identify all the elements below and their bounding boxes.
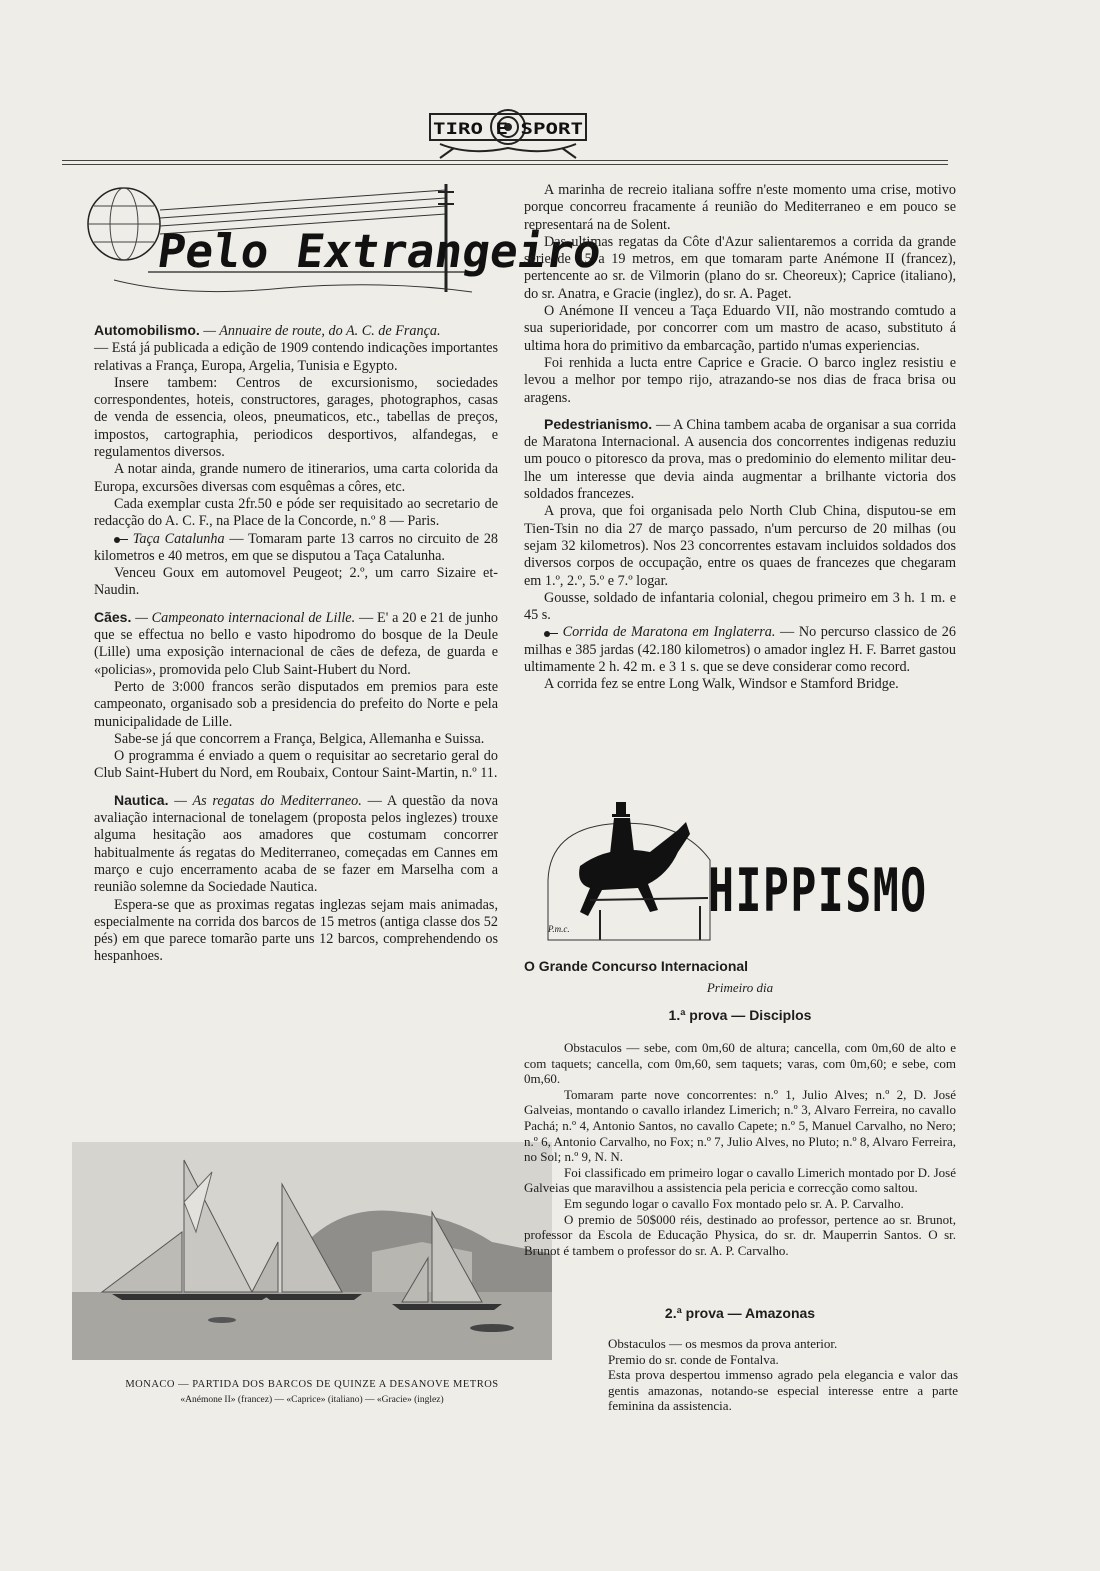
right-column <box>524 182 956 694</box>
left-column <box>94 322 498 966</box>
caes-paragraph-3: Sabe-se já que concorrem a França, Belgica, Allemanha e Suissa. <box>114 730 485 747</box>
corrida-paragraph-1: — No percurso classico de 26 milhas e 385 jardas (42.180 kilometros) o amador inglez H. F. Barret gastou ultimamente 2 h. 42 m. e 3 1 s. que se deve considerar como record. <box>524 624 956 676</box>
caes-paragraph-2: Perto de 3:000 francos serão disputados em premios para este campeonato, organisado sob a presidencia do prefeito do Norte e pela municipalidade de Lille. <box>94 678 498 730</box>
ped-paragraph-3: Gousse, soldado de infantaria colonial, chegou primeiro em 3 h. 1 m. e 45 s. <box>524 589 956 624</box>
taca-paragraph-2: Venceu Goux em automovel Peugeot; 2.º, um carro Sizaire et-Naudin. <box>94 565 498 599</box>
section-caes: Cães. <box>94 608 132 625</box>
prova-2-heading: 2.ª prova — Amazonas <box>664 1305 816 1321</box>
corrida-title: Corrida de Maratona em Inglaterra. <box>562 624 776 641</box>
nautica-subtitle: — As regatas do Mediterraneo. <box>174 792 362 809</box>
section-nautica: Nautica. <box>114 791 169 808</box>
bullet-icon <box>544 630 558 637</box>
nautica-paragraph-2: Espera-se que as proximas regatas inglezas sejam mais animadas, especialmente na corrida dos barcos de 15 metros (antiga classe dos 52 pés) em que parece tomarão parte uns 12 barcos, comprehendendo os hespanhoes. <box>94 896 498 965</box>
prova-1-body <box>524 1040 956 1258</box>
masthead-title: TIRO E SPORT <box>433 119 583 138</box>
banner-title: Pelo Extrangeiro <box>154 224 605 278</box>
auto-paragraph-2: Insere tambem: Centros de excursionismo, sociedades correspondentes, hoteis, constructores, garages, photographos, casas de venda de essencia, oleos, pneumaticos, etc., tabellas de preços, impostos, cartographia, periodicos desportivos, alfandegas, e regulamentos diversos. <box>94 374 498 461</box>
auto-paragraph-3: A notar ainda, grande numero de itinerarios, uma carta colorida da Europa, excursões diversas com esquêmas a côres, etc. <box>94 461 498 495</box>
marinha-paragraph-1: A marinha de recreio italiana soffre n'este momento uma crise, motivo porque concorreu fracamente á reunião do Mediterraneo e em pouco se representará na de Solent. <box>524 182 956 233</box>
section-automobilismo: Automobilismo. <box>94 322 200 338</box>
auto-subtitle: — Annuaire de route, do A. C. de França. <box>203 323 441 339</box>
ped-paragraph-2: A prova, que foi organisada pelo North Club China, disputou-se em Tien-Tsin no dia 27 de março passado, n'um percurso de 20 milhas (ou sejam 32 kilometros). Nos 23 concorrentes estavam incluidos soldados dos diversos corpos de occupação, entre os quaes de francezes que chegaram em 1.º, 2.º, 5.º e 7.º logar. <box>524 503 956 589</box>
prova-2-paragraph-3: Esta prova despertou immenso agrado pela elegancia e valor das gentis amazonas, notando-se especial interesse entre a parte feminina da assistencia. <box>608 1367 958 1414</box>
taca-title: Taça Catalunha <box>132 530 225 547</box>
taca-paragraph-1: — Tomaram parte 13 carros no circuito de 28 kilometros e 40 metros, em que se disputou a Taça Catalunha. <box>94 530 499 564</box>
ped-paragraph-1: — A China tambem acaba de organisar a sua corrida de Maratona Internacional. A ausencia dos concorrentes indigenas reduziu um pouco o pitoresco da prova, mas o predominio do elemento militar deu-lhe um interesse que devia ainda augmentar a brilhante victoria dos soldados francezes. <box>524 416 956 503</box>
marinha-paragraph-2: Das ultimas regatas da Côte d'Azur salientaremos a corrida da grande serie de 15 a 19 metros, em que tomaram parte Anémone II (francez), pertencente ao sr. de Vilmorin (plano do sr. Cheoreux); Caprice (italiano), do sr. Anatra, e Gracie (inglez), do sr. A. Paget. <box>524 233 956 302</box>
caes-subtitle: — Campeonato internacional de Lille. <box>135 609 356 626</box>
prova-1-paragraph-2: Tomaram parte nove concorrentes: n.º 1, Julio Alves; n.º 2, D. José Galveias, montando o cavallo irlandez Limerich; n.º 3, Alvaro Ferreira, no cavallo Pachá; n.º 4, Antonio Santos, no cavallo Capete; n.º 5, Manuel Carvalho, no Nero; n.º 6, Antonio Carvalho, no Fox; n.º 7, Julio Alves, no Pluto; n.º 8, Alvaro Ferreira, no Sol; n.º 9, N. N. <box>524 1086 956 1165</box>
concurso-heading: O Grande Concurso Internacional <box>524 958 749 974</box>
prova-2-body <box>608 1336 958 1414</box>
nautica-paragraph-1: — A questão da nova avaliação internacional de tonelagem (proposta pelos inglezes) trouxe alguma hesitação aos amadores que costumam concorrer habitualmente ás regatas do Mediterraneo, começadas em Cannes em março e cujo encerramento acaba de se fazer em Marselha com a reunião solemne da Sociedade Nautica. <box>94 792 499 896</box>
primeiro-dia: Primeiro dia <box>706 980 774 995</box>
regatta-photo <box>72 1142 552 1360</box>
prova-2-paragraph-1: Obstaculos — os mesmos da prova anterior. <box>608 1336 838 1351</box>
auto-paragraph-4: Cada exemplar custa 2fr.50 e póde ser requisitado ao secretario de redacção do A. C. F., na Place de la Concorde, n.º 8 — Paris. <box>94 495 498 530</box>
marinha-paragraph-3: O Anémone II venceu a Taça Eduardo VII, não mostrando comtudo a sua superioridade, por concorrer com um mastro de acaso, substituto á ultima hora do primitivo da embarcação, partido n'umas experiencias. <box>524 303 956 354</box>
corrida-paragraph-2: A corrida fez se entre Long Walk, Windsor e Stamford Bridge. <box>544 676 899 693</box>
section-pedestrianismo: Pedestrianismo. <box>544 415 653 432</box>
hippismo-title: HIPPISMO <box>708 856 928 926</box>
prova-2-paragraph-2: Premio do sr. conde de Fontalva. <box>608 1351 779 1367</box>
prova-1-paragraph-3: Foi classificado em primeiro logar o cavallo Limerich montado por D. José Galveias que maravilhou a assistencia pela pericia e correcção como saltou. <box>524 1164 956 1196</box>
top-rule-2 <box>62 164 948 165</box>
prova-1-heading: 1.ª prova — Disciplos <box>668 1007 812 1023</box>
bullet-icon <box>114 536 128 543</box>
illustration-signature: P.m.c. <box>548 924 570 934</box>
top-rule <box>62 160 948 161</box>
photo-caption: MONACO — PARTIDA DOS BARCOS DE QUINZE A DESANOVE METROS <box>125 1379 499 1390</box>
masthead-logo <box>420 104 596 160</box>
photo-caption-sub: «Anémone II» (francez) — «Caprice» (italiano) — «Gracie» (inglez) <box>180 1395 444 1405</box>
prova-1-paragraph-1: Obstaculos — sebe, com 0m,60 de altura; cancella, com 0m,60 de alto e com taquets; cancella, com 0m,60, sem taquets; varas, com 0m,60; e sebe, com 0m,60. <box>524 1040 956 1087</box>
prova-1-paragraph-5: O premio de 50$000 réis, destinado ao professor, pertence ao sr. Brunot, professor da Escola de Educação Physica, do sr. dr. Mauperrin Santos. O sr. Brunot é tambem o professor do sr. A. P. Carvalho. <box>524 1211 956 1258</box>
auto-paragraph-1: — Está já publicada a edição de 1909 contendo indicações importantes relativas a França, Europa, Argelia, Tunisia e Egypto. <box>94 340 498 374</box>
caes-paragraph-4: O programma é enviado a quem o requisitar ao secretario geral do Club Saint-Hubert du Nord, em Roubaix, Contour Saint-Martin, n.º 11. <box>94 748 498 782</box>
marinha-paragraph-4: Foi renhida a lucta entre Caprice e Gracie. O barco inglez resistiu e levou a melhor por tempo rijo, atrazando-se nos dias de fraca brisa ou aragens. <box>524 354 956 406</box>
prova-1-paragraph-4: Em segundo logar o cavallo Fox montado pelo sr. A. P. Carvalho. <box>564 1195 904 1211</box>
caes-paragraph-1: — E' a 20 e 21 de junho que se effectua no bello e vasto hipodromo do bosque de la Deule (Lille) uma exposição internacional de cães de defeza, de guarda e «policias», promovida pelo Club Saint-Hubert du Nord. <box>94 609 499 678</box>
